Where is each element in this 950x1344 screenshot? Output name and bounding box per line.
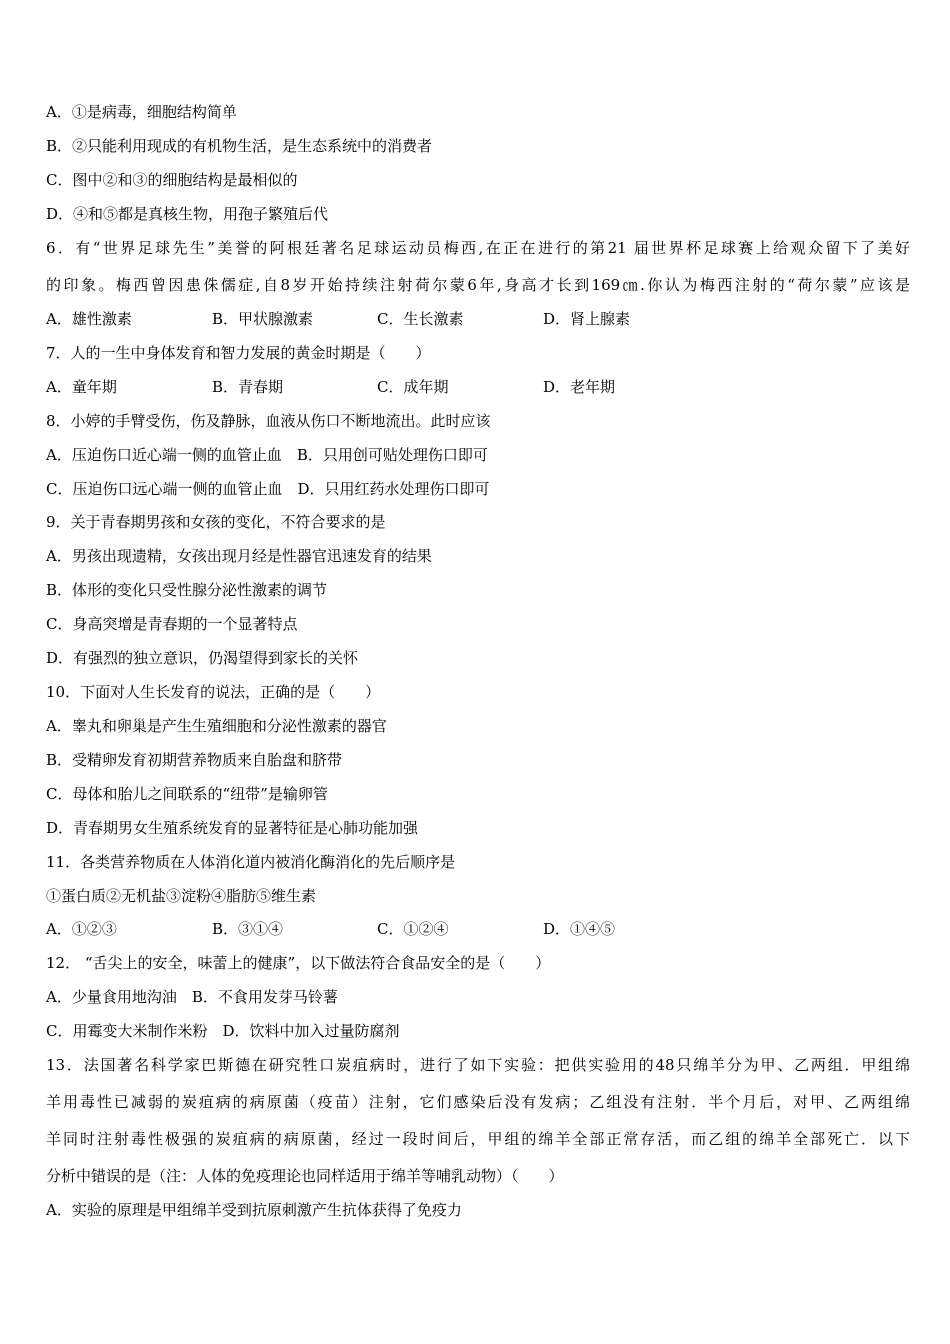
q11-option-b: B．③①④	[212, 920, 284, 938]
q13-stem-line2: 羊用毒性已减弱的炭疽病的病原菌（疫苗）注射，它们感染后没有发病；乙组没有注射．半个月后，对甲、乙两组绵	[46, 1093, 910, 1111]
q11-items: ①蛋白质②无机盐③淀粉④脂肪⑤维生素	[46, 887, 317, 905]
q9-option-b: B．体形的变化只受性腺分泌性激素的调节	[46, 581, 328, 599]
q5-option-d: D．④和⑤都是真核生物，用孢子繁殖后代	[46, 205, 329, 223]
q11-option-d: D．①④⑤	[543, 920, 616, 938]
q6-stem-line2: 的印象。梅西曾因患侏儒症,自8岁开始持续注射荷尔蒙6年,身高才长到169㎝.你认为梅西注射的“荷尔蒙”应该是	[46, 276, 910, 294]
q8-stem: 8．小婷的手臂受伤，伤及静脉，血液从伤口不断地流出。此时应该	[46, 412, 491, 430]
q6-option-d: D．肾上腺素	[543, 310, 631, 328]
q13-option-a: A．实验的原理是甲组绵羊受到抗原刺激产生抗体获得了免疫力	[46, 1201, 462, 1219]
q7-option-d: D．老年期	[543, 378, 616, 396]
q7-option-a: A．童年期	[46, 378, 117, 396]
q9-stem: 9．关于青春期男孩和女孩的变化，不符合要求的是	[46, 513, 386, 531]
q12-options-ab: A．少量食用地沟油 B．不食用发芽马铃薯	[46, 988, 338, 1006]
q13-stem-line4: 分析中错误的是（注：人体的免疫理论也同样适用于绵羊等哺乳动物）（ ）	[46, 1167, 564, 1185]
q10-option-d: D．青春期男女生殖系统发育的显著特征是心肺功能加强	[46, 819, 419, 837]
q5-option-a: A．①是病毒，细胞结构简单	[46, 103, 237, 121]
q9-option-a: A．男孩出现遗精，女孩出现月经是性器官迅速发育的结果	[46, 547, 432, 565]
q5-option-b: B．②只能利用现成的有机物生活，是生态系统中的消费者	[46, 137, 433, 155]
q7-stem: 7．人的一生中身体发育和智力发展的黄金时期是（ ）	[46, 344, 431, 362]
q7-option-c: C．成年期	[377, 378, 449, 396]
q9-option-d: D．有强烈的独立意识，仍渴望得到家长的关怀	[46, 649, 359, 667]
q6-option-a: A．雄性激素	[46, 310, 132, 328]
q8-options-ab: A．压迫伤口近心端一侧的血管止血 B．只用创可贴处理伤口即可	[46, 446, 488, 464]
q5-option-c: C．图中②和③的细胞结构是最相似的	[46, 171, 298, 189]
q10-stem: 10．下面对人生长发育的说法，正确的是（ ）	[46, 683, 381, 701]
q7-option-b: B．青春期	[212, 378, 284, 396]
q10-option-c: C．母体和胎儿之间联系的“纽带”是输卵管	[46, 785, 328, 803]
q6-stem-line1: 6．有“世界足球先生”美誉的阿根廷著名足球运动员梅西,在正在进行的第21 届世界杯足球赛上给观众留下了美好	[46, 239, 910, 257]
q12-options-cd: C．用霉变大米制作米粉 D．饮料中加入过量防腐剂	[46, 1022, 400, 1040]
q13-stem-line3: 羊同时注射毒性极强的炭疽病的病原菌，经过一段时间后，甲组的绵羊全部正常存活，而乙组的绵羊全部死亡．以下	[46, 1130, 910, 1148]
q6-option-b: B．甲状腺激素	[212, 310, 314, 328]
q10-option-a: A．睾丸和卵巢是产生生殖细胞和分泌性激素的器官	[46, 717, 387, 735]
q10-option-b: B．受精卵发育初期营养物质来自胎盘和脐带	[46, 751, 343, 769]
q11-stem: 11．各类营养物质在人体消化道内被消化酶消化的先后顺序是	[46, 853, 456, 871]
q6-option-c: C．生长激素	[377, 310, 464, 328]
q11-option-a: A．①②③	[46, 920, 117, 938]
q8-options-cd: C．压迫伤口远心端一侧的血管止血 D．只用红药水处理伤口即可	[46, 480, 490, 498]
q9-option-c: C．身高突增是青春期的一个显著特点	[46, 615, 298, 633]
q12-stem: 12． “舌尖上的安全，味蕾上的健康”，以下做法符合食品安全的是（ ）	[46, 954, 551, 972]
q13-stem-line1: 13．法国著名科学家巴斯德在研究牲口炭疽病时，进行了如下实验：把供实验用的48只绵羊分为甲、乙两组．甲组绵	[46, 1056, 910, 1074]
q11-option-c: C．①②④	[377, 920, 449, 938]
